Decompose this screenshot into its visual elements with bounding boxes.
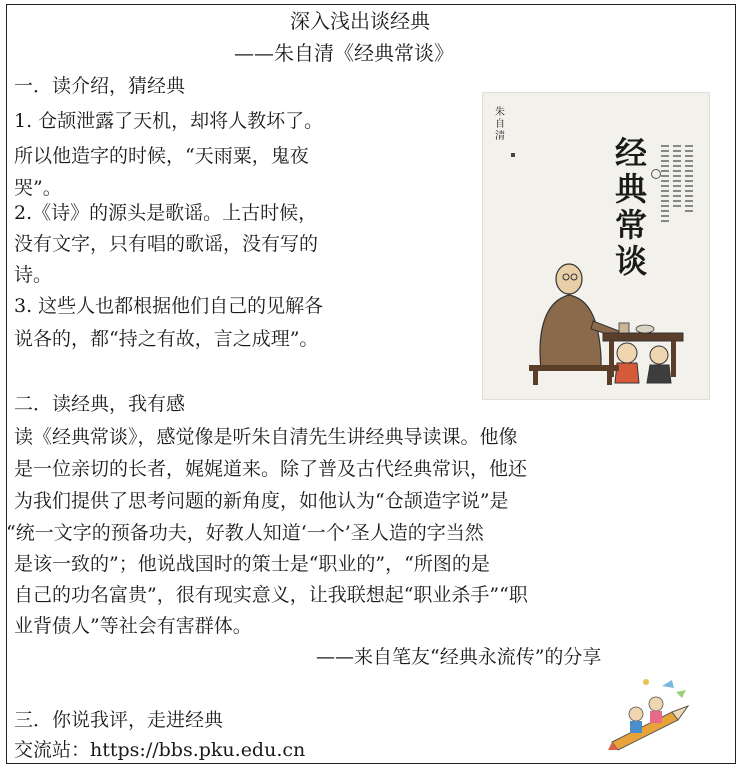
section2-line: 是一位亲切的长者，娓娓道来。除了普及古代经典常识，他还 [14, 458, 528, 480]
book-cover-image [482, 92, 710, 400]
section2-heading: 二．读经典，我有感 [14, 393, 186, 415]
scholar-with-children-illustration [519, 261, 689, 387]
book-cover-blurb [661, 145, 669, 225]
section2-line: 读《经典常谈》，感觉像是听朱自清先生讲经典导读课。他像 [14, 426, 518, 448]
section1-line: 没有文字，只有唱的歌谣，没有写的 [14, 233, 319, 255]
section2-line: 为我们提供了思考问题的新角度，如他认为“仓颉造字说”是 [14, 490, 509, 512]
book-cover-stamp [511, 153, 515, 157]
section2-line: “统一文字的预备功夫，好教人知道‘一个’圣人造的字当然 [6, 522, 484, 544]
page-subtitle: ——朱自清《经典常谈》 [234, 41, 454, 65]
section1-line: 2.《诗》的源头是歌谣。上古时候， [14, 202, 318, 224]
forum-link[interactable]: 交流站：https://bbs.pku.edu.cn [14, 739, 306, 761]
section1-heading: 一．读介绍，猜经典 [14, 75, 186, 97]
section1-line: 诗。 [14, 264, 53, 286]
section1-line: 3. 这些人也都根据他们自己的见解各 [14, 295, 324, 317]
book-cover-blurb [673, 145, 681, 209]
page-title: 深入浅出谈经典 [290, 9, 430, 33]
section2-attribution: ——来自笔友“经典永流传”的分享 [316, 646, 602, 668]
section1-line: 1. 仓颉泄露了天机，却将人教坏了。 [14, 110, 324, 132]
book-cover-seal-icon [651, 169, 661, 179]
kids-riding-pencil-illustration [606, 672, 692, 752]
section2-line: 是该一致的”；他说战国时的策士是“职业的”，“所图的是 [14, 553, 490, 575]
book-cover-author: 朱自清 [495, 107, 505, 142]
section3-heading: 三．你说我评，走进经典 [14, 709, 224, 731]
book-cover-blurb [685, 145, 693, 215]
section2-line: 自己的功名富贵”，很有现实意义，让我联想起“职业杀手”“职 [14, 584, 528, 606]
section1-line: 说各的，都“持之有故，言之成理”。 [14, 328, 319, 350]
book-cover-title: 经典常谈 [615, 134, 648, 280]
section1-line: 哭”。 [14, 177, 62, 199]
section1-line: 所以他造字的时候，“天雨粟，鬼夜 [14, 145, 309, 167]
section2-line: 业背债人”等社会有害群体。 [14, 615, 252, 637]
